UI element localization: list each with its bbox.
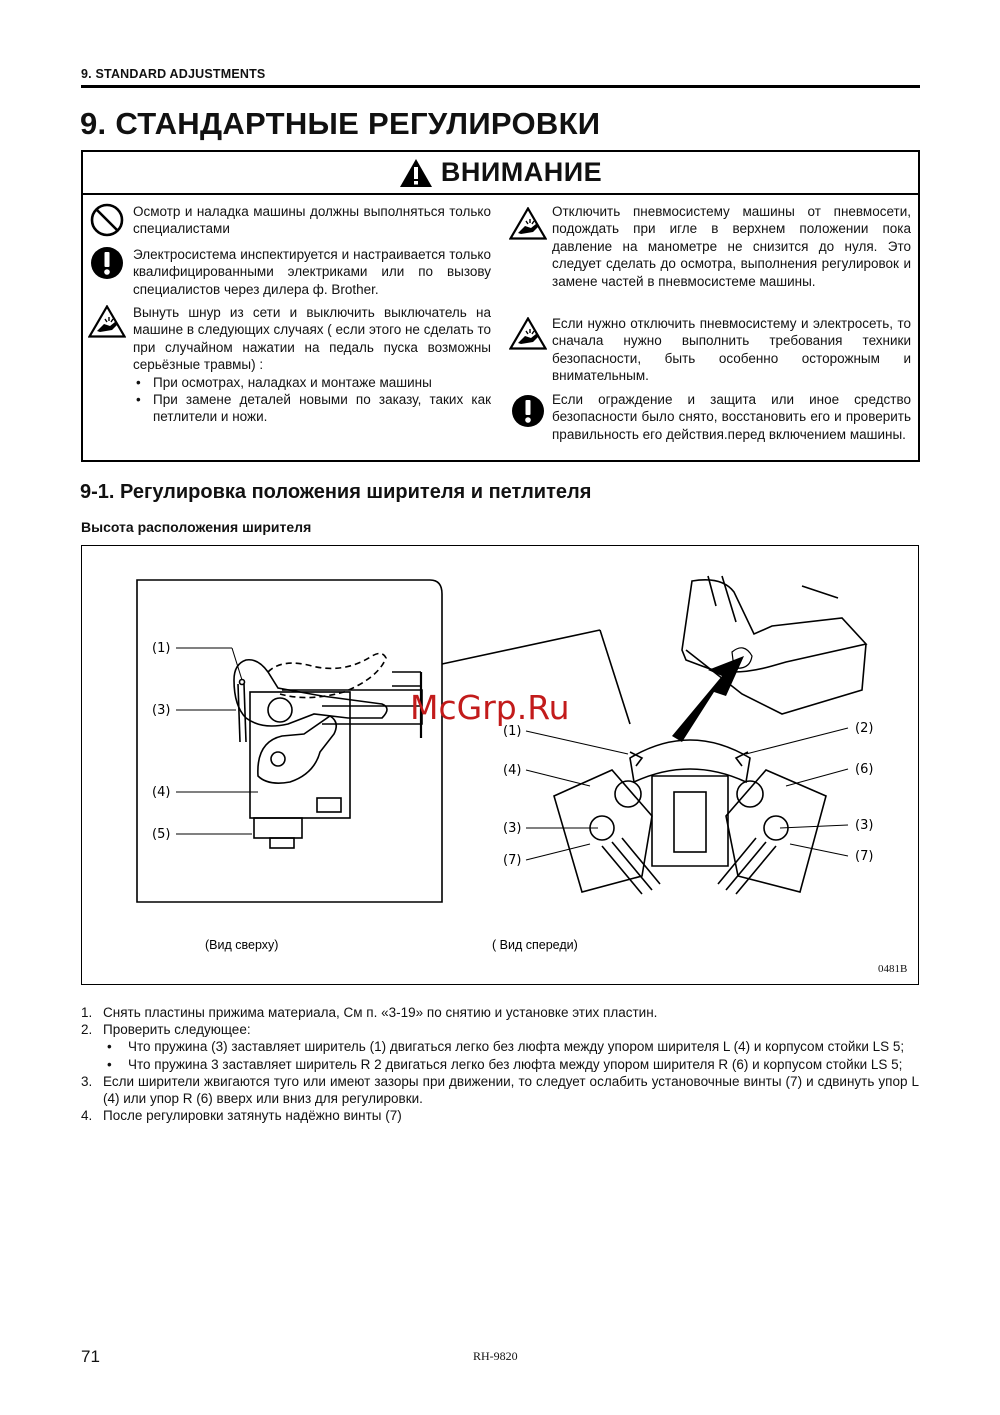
callout-label: (1) — [503, 724, 522, 739]
step-item: 1. Снять пластины прижима материала, См п. «3-19» по снятию и установке этих пластин. — [81, 1005, 658, 1020]
page-title: 9. СТАНДАРТНЫЕ РЕГУЛИРОВКИ — [80, 106, 601, 141]
step-item: 3. Если ширители жвигаются туго или имеют зазоры при движении, то следует ослабить установочные винты (7) и сдвинуть упор L (4) или упор R (6) вверх или вниз для регулировки. — [81, 1073, 919, 1107]
callout-label: (5) — [152, 827, 171, 842]
watermark: McGrp.Ru — [410, 688, 570, 727]
header-rule — [81, 85, 920, 88]
caption-front-view: ( Вид спереди) — [492, 938, 578, 952]
caution-item: Отключить пневмосистему машины от пневмосети, подождать при игле в верхнем положении пока давление на манометре не снизится до нуля. Это следует сделать до осмотра, выполнения регулировок и замене частей в пневмосистеме машины. — [552, 204, 911, 289]
figure-code: 0481B — [878, 963, 908, 975]
callout-label: (3) — [503, 821, 522, 836]
model-name: RH-9820 — [473, 1349, 518, 1363]
prohibition-icon — [90, 203, 124, 237]
looper-spreader-diagram — [82, 546, 918, 984]
step-item: 4. После регулировки затянуть надёжно винты (7) — [81, 1108, 402, 1124]
hand-hazard-icon — [509, 317, 547, 350]
sub-title: Высота расположения ширителя — [81, 519, 312, 535]
caution-item: Электросистема инспектируется и настраивается только квалифицированными электриками или по вызову специалистов через дилера ф. Brother. — [133, 247, 491, 297]
caution-bullet: • При осмотрах, наладках и монтаже машины — [133, 374, 491, 391]
callout-label: (1) — [152, 641, 171, 656]
step-item: 2. Проверить следующее: — [81, 1022, 251, 1038]
page-number: 71 — [81, 1347, 100, 1366]
mandatory-icon — [511, 394, 545, 428]
caution-item: Если нужно отключить пневмосистему и электросеть, то сначала нужно выполнить требования техники безопасности, быть особенно осторожным и внимательным. — [552, 316, 911, 384]
callout-label: (3) — [152, 703, 171, 718]
caution-header — [83, 152, 918, 195]
caution-box — [81, 150, 920, 462]
step-bullet: • Что пружина 3 заставляет ширитель R 2 двигаться легко без люфта между упором ширителя R (6) и корпусом стойки LS 5; — [81, 1056, 919, 1073]
callout-label: (4) — [152, 785, 171, 800]
section-title: 9-1. Регулировка положения ширителя и петлителя — [80, 481, 592, 503]
step-bullet: • Что пружина (3) заставляет ширитель (1) двигаться легко без люфта между упором ширителя L (4) и корпусом стойки LS 5; — [81, 1038, 919, 1055]
callout-label: (4) — [503, 763, 522, 778]
figure-frame — [81, 545, 919, 985]
hand-hazard-icon — [88, 305, 126, 338]
caution-title: ВНИМАНИЕ — [440, 157, 603, 187]
procedure-steps — [81, 1004, 919, 1124]
running-header: 9. STANDARD ADJUSTMENTS — [81, 67, 266, 81]
detail-frame — [137, 580, 442, 902]
callout-label: (6) — [855, 762, 874, 777]
caution-item: Вынуть шнур из сети и выключить выключатель на машине в следующих случаях ( если этого не сделать то при случайном нажатии на педаль пуска возможны серьёзные травмы) : • При осмотрах, наладках и монтаже машины • При замене деталей новыми по заказу, таких как петлители и ножи. — [133, 304, 491, 426]
caution-bullet: • При замене деталей новыми по заказу, таких как петлители и ножи. — [133, 391, 491, 426]
mandatory-icon — [90, 246, 124, 280]
callout-label: (3) — [855, 818, 874, 833]
callout-label: (7) — [855, 849, 874, 864]
callout-label: (7) — [503, 853, 522, 868]
caution-item: Если ограждение и защита или иное средство безопасности было снято, восстановить его и проверить правильность его действия.перед включением машины. — [552, 392, 911, 442]
warning-triangle-icon — [399, 158, 433, 188]
caption-top-view: (Вид сверху) — [205, 938, 279, 952]
caution-item: Осмотр и наладка машины должны выполняться только специалистами — [133, 204, 491, 237]
hand-hazard-icon — [509, 207, 547, 240]
callout-label: (2) — [855, 721, 874, 736]
